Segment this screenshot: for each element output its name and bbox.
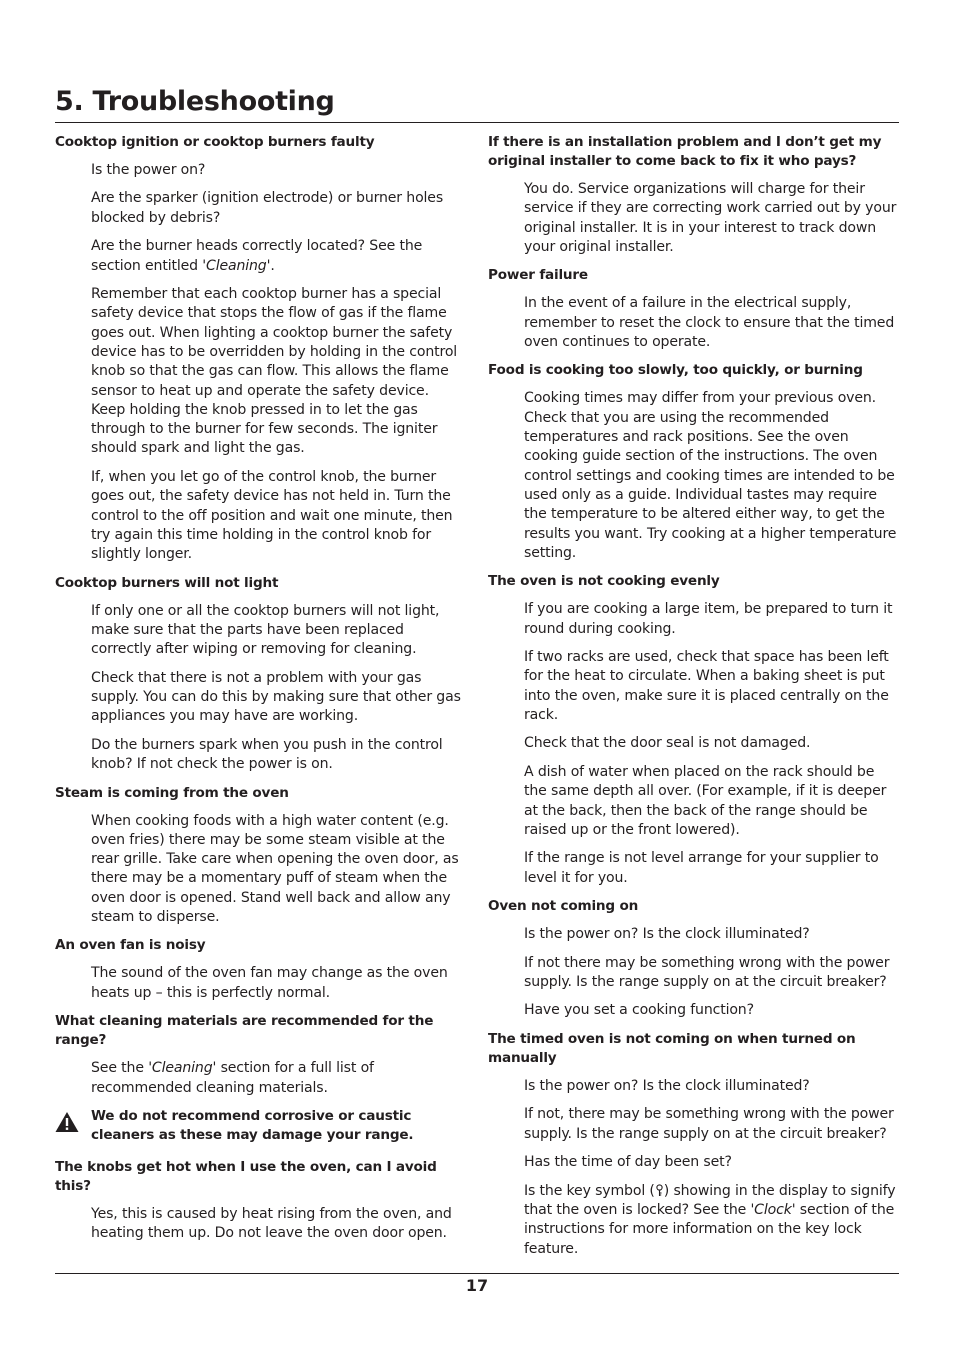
paragraph bbox=[524, 1182, 900, 1259]
text: . bbox=[270, 257, 275, 274]
paragraph: If two racks are used, check that space has been left for the heat to circulate. When a baking sheet is put into the oven, make sure it is placed centrally on the rack. bbox=[524, 649, 889, 723]
paragraph bbox=[91, 1059, 467, 1098]
section-oven-not-on bbox=[488, 897, 900, 1021]
text: ) showing in the display to signify that the oven is locked? See the bbox=[524, 1182, 896, 1218]
section-heading: Cooktop ignition or cooktop burners faulty bbox=[55, 134, 375, 150]
section-heading: Power failure bbox=[488, 267, 588, 284]
section-burners-not-light bbox=[55, 574, 467, 775]
section-installation-problem bbox=[488, 133, 900, 257]
paragraph: Check that the door seal is not damaged. bbox=[524, 735, 811, 752]
warning-text: We do not recommend corrosive or caustic cleaners as these may damage your range. bbox=[91, 1108, 414, 1144]
text: section for a full list of recommended cleaning materials. bbox=[91, 1060, 374, 1096]
page-number: 17 bbox=[465, 1276, 489, 1295]
paragraph: If not there may be something wrong with the power supply. Is the range supply on at the circuit breaker? bbox=[524, 954, 890, 990]
section-heading: The timed oven is not coming on when turned on manually bbox=[488, 1030, 856, 1066]
paragraph: If not, there may be something wrong with the power supply. Is the range supply on at the circuit breaker? bbox=[524, 1106, 894, 1142]
title-divider bbox=[55, 122, 899, 123]
paragraph: If the range is not level arrange for your supplier to level it for you. bbox=[524, 850, 879, 886]
section-heading: Oven not coming on bbox=[488, 898, 639, 915]
page-title: 5. Troubleshooting bbox=[55, 86, 335, 117]
paragraph: Are the sparker (ignition electrode) or burner holes blocked by debris? bbox=[91, 190, 444, 226]
paragraph: When cooking foods with a high water content (e.g. oven fries) there may be some steam visible at the rear grille. Take care when opening the oven door, as there may be a momentary puff of steam when the oven door is opened. Stand well back and allow any steam to disperse. bbox=[91, 812, 459, 925]
section-heading: Cooktop burners will not light bbox=[55, 574, 279, 591]
section-ignition bbox=[55, 133, 467, 564]
paragraph: If, when you let go of the control knob, the burner goes out, the safety device has not held in. Turn the control to the off position and wait one minute, then try again this time holding in the control knob for slightly longer. bbox=[91, 468, 453, 563]
text: Are the burner heads correctly located? See the section entitled bbox=[91, 238, 423, 274]
key-lock-icon bbox=[655, 1184, 664, 1197]
section-fan-noisy bbox=[55, 936, 467, 1003]
section-cleaning-materials bbox=[55, 1012, 467, 1145]
right-column bbox=[488, 133, 900, 1268]
footer-divider bbox=[55, 1273, 899, 1274]
section-heading: Food is cooking too slowly, too quickly, or burning bbox=[488, 362, 863, 379]
paragraph: The sound of the oven fan may change as the oven heats up – this is perfectly normal. bbox=[91, 965, 448, 1001]
paragraph: If only one or all the cooktop burners will not light, make sure that the parts have been replaced correctly after wiping or removing for cleaning. bbox=[91, 602, 440, 658]
section-heading: Steam is coming from the oven bbox=[55, 784, 289, 801]
paragraph: A dish of water when placed on the rack should be the same depth all over. (For example, if it is deeper at the back, then the back of the range should be raised up or the front lowered). bbox=[524, 763, 887, 838]
paragraph: Check that there is not a problem with your gas supply. You can do this by making sure that other gas appliances you may have are working. bbox=[91, 669, 461, 725]
paragraph: In the event of a failure in the electrical supply, remember to reset the clock to ensure that the timed oven continues to operate. bbox=[524, 295, 895, 350]
section-cooking-evenly bbox=[488, 572, 900, 888]
warning-note bbox=[55, 1107, 467, 1146]
paragraph: Cooking times may differ from your previous oven. Check that you are using the recommended temperatures and rack positions. See the oven cooking guide section of the instructions. The oven control settings and cooking times are intended to be used only as a guide. Individual tastes may require the temperature to be altered either way, to get the results you want. Try cooking at a higher temperature setting. bbox=[524, 390, 897, 561]
section-steam bbox=[55, 784, 467, 928]
cleaning-reference: 'Cleaning' bbox=[202, 257, 271, 274]
paragraph: Is the power on? bbox=[91, 162, 206, 178]
section-heading: If there is an installation problem and I don’t get my original installer to come back to fix it who pays? bbox=[488, 134, 882, 169]
paragraph: Remember that each cooktop burner has a special safety device that stops the flow of gas if the flame goes out. When lighting a cooktop burner the safety device has to be overridden by holding in the control knob so that the gas can flow. This allows the flame sensor to heat up and operate the safety device. Keep holding the knob pressed in to let the gas through to the burner for few seconds. The igniter should spark and light the gas. bbox=[91, 286, 458, 457]
section-heading: The oven is not cooking evenly bbox=[488, 573, 720, 590]
text: See the bbox=[91, 1060, 149, 1077]
section-heading: The knobs get hot when I use the oven, can I avoid this? bbox=[55, 1158, 437, 1194]
paragraph bbox=[91, 237, 467, 276]
text: Is the key symbol ( bbox=[524, 1182, 655, 1199]
paragraph: Yes, this is caused by heat rising from the oven, and heating them up. Do not leave the oven door open. bbox=[91, 1205, 452, 1241]
text: section of the instructions for more information on the key lock feature. bbox=[524, 1201, 895, 1257]
section-heading: What cleaning materials are recommended for the range? bbox=[55, 1013, 434, 1049]
paragraph: You do. Service organizations will charge for their service if they are correcting work carried out by your original installer. It is in your interest to track down your original installer. bbox=[524, 181, 897, 255]
paragraph: Do the burners spark when you push in the control knob? If not check the power is on. bbox=[91, 736, 443, 773]
paragraph: Has the time of day been set? bbox=[524, 1154, 732, 1171]
paragraph: If you are cooking a large item, be prepared to turn it round during cooking. bbox=[524, 601, 893, 637]
section-knobs-hot bbox=[55, 1158, 467, 1244]
cleaning-reference: 'Cleaning' bbox=[148, 1060, 217, 1077]
left-column bbox=[55, 133, 467, 1252]
paragraph: Have you set a cooking function? bbox=[524, 1002, 754, 1019]
warning-triangle-icon bbox=[55, 1111, 79, 1133]
section-timed-oven bbox=[488, 1030, 900, 1259]
section-heading: An oven fan is noisy bbox=[55, 937, 206, 954]
section-cooking-speed bbox=[488, 361, 900, 563]
paragraph: Is the power on? Is the clock illuminated? bbox=[524, 1077, 810, 1094]
section-power-failure bbox=[488, 266, 900, 352]
clock-reference: 'Clock' bbox=[750, 1201, 796, 1218]
paragraph: Is the power on? Is the clock illuminated? bbox=[524, 926, 810, 943]
